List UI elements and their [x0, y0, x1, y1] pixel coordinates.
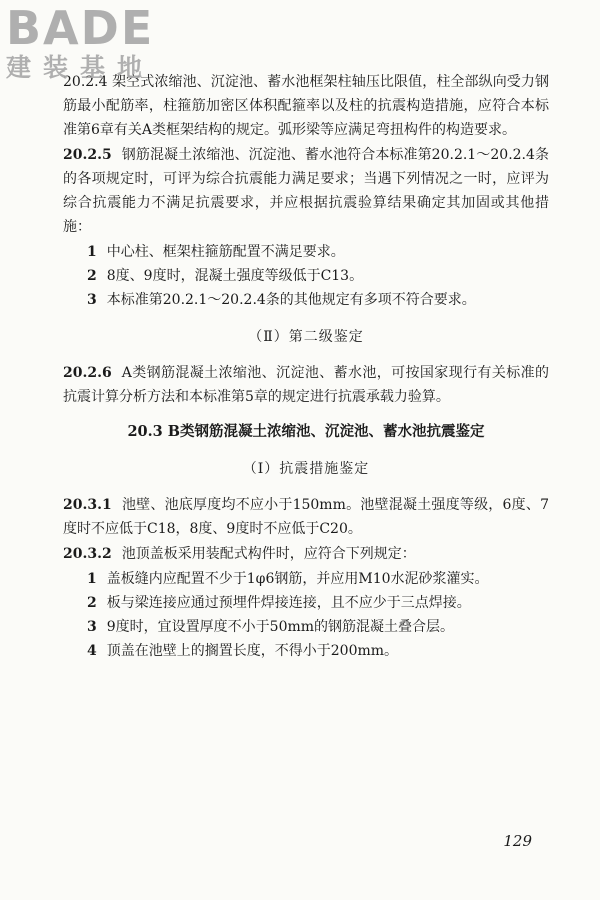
clause-text: 池顶盖板采用装配式构件时，应符合下列规定： — [121, 546, 416, 562]
list-item: 2 板与梁连接应通过预埋件焊接连接，且不应少于三点焊接。 — [87, 595, 471, 611]
list-item: 1 盖板缝内应配置不少于1φ6钢筋，并应用M10水泥砂浆灌实。 — [87, 571, 489, 587]
clause-text: 池壁、池底厚度均不应小于150mm。池壁混凝土强度等级，6度、7度时不应低于C18，8度、9度时不应低于C20。 — [63, 497, 549, 537]
clause-number: 20.2.5 — [63, 147, 112, 163]
list-item: 4 顶盖在池壁上的搁置长度，不得小于200mm。 — [87, 643, 399, 659]
clause-number: 20.2.6 — [63, 365, 112, 381]
clause-text: 钢筋混凝土浓缩池、沉淀池、蓄水池符合本标准第20.2.1～20.2.4条的各项规定时，可评为综合抗震能力满足要求；当遇下列情况之一时，应评为综合抗震能力不满足抗震要求，并应根据抗震验算结果确定其加固或其他措施： — [63, 147, 549, 235]
logo-subtitle: 建装基地 — [6, 53, 155, 82]
section-title-20-3: 20.3 B类钢筋混凝土浓缩池、沉淀池、蓄水池抗震鉴定 — [127, 423, 485, 440]
clause-20-2-5 — [63, 143, 549, 239]
clause-20-3-1 — [63, 493, 549, 541]
list-item: 3 9度时，宜设置厚度不小于50mm的钢筋混凝土叠合层。 — [87, 619, 455, 635]
clause-20-3-2 — [63, 542, 549, 566]
list-item: 3 本标准第20.2.1～20.2.4条的其他规定有多项不符合要求。 — [87, 292, 476, 308]
clause-20-2-4: 20.2.4 架空式浓缩池、沉淀池、蓄水池框架柱轴压比限值，柱全部纵向受力钢筋最小配筋率，柱箍筋加密区体积配箍率以及柱的抗震构造措施，应符合本标准第6章有关A类框架结构的规定。弧形梁等应满足弯扭构件的构造要求。 — [63, 74, 549, 138]
clause-text: A类钢筋混凝土浓缩池、沉淀池、蓄水池，可按国家现行有关标准的抗震计算分析方法和本标准第5章的规定进行抗震承载力验算。 — [63, 365, 549, 405]
list-item: 1 中心柱、框架柱箍筋配置不满足要求。 — [87, 244, 345, 260]
page-number: 129 — [503, 832, 532, 850]
clause-number: 20.3.2 — [63, 546, 112, 562]
subsection-title-i: （Ⅰ）抗震措施鉴定 — [242, 461, 370, 477]
list-item: 2 8度、9度时，混凝土强度等级低于C13。 — [87, 268, 364, 284]
clause-number: 20.3.1 — [63, 497, 112, 513]
clause-20-2-6 — [63, 361, 549, 409]
subsection-title-ii: （Ⅱ）第二级鉴定 — [248, 329, 364, 345]
document-page — [63, 70, 549, 663]
watermark-logo — [6, 1, 176, 86]
logo-brand: BADE — [6, 1, 155, 55]
